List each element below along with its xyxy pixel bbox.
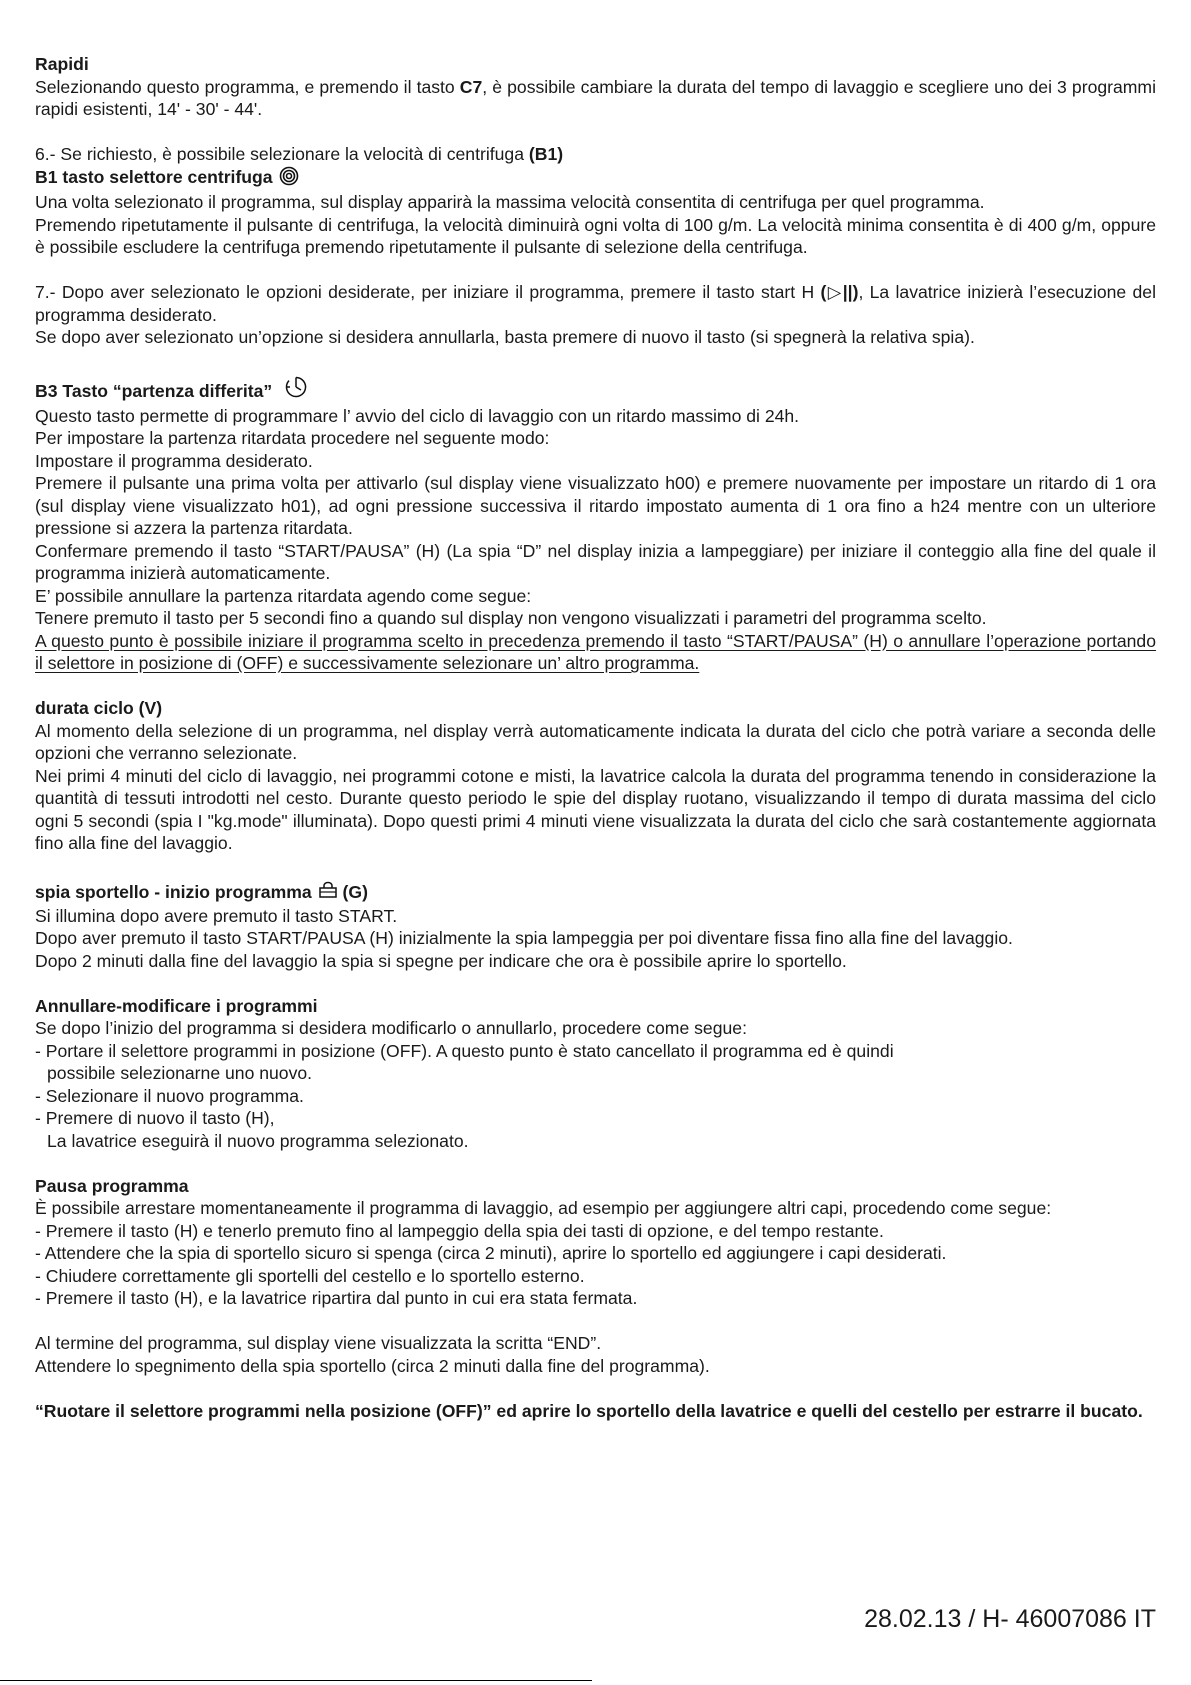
b3-line-8-underlined: A questo punto è possibile iniziare il programma scelto in precedenza premendo il tasto “START/PAUSA” (H) o annullare l’operazione portando il selettore in posizione di (OFF) e successivamente selezionare un’ altro programma. bbox=[35, 630, 1156, 673]
step7-text-a: 7.- Dopo aver selezionato le opzioni desiderate, per iniziare il programma, premere il tasto start H bbox=[35, 282, 821, 302]
b1-paragraph-1: Una volta selezionato il programma, sul display apparirà la massima velocità consentita di centrifuga per quel programma. bbox=[35, 192, 985, 212]
end-line-1: Al termine del programma, sul display viene visualizzata la scritta “END”. bbox=[35, 1333, 602, 1353]
step6-key: (B1) bbox=[528, 144, 564, 164]
spia-heading-key: (G) bbox=[342, 882, 368, 902]
pausa-heading: Pausa programma bbox=[35, 1175, 189, 1196]
annullare-line-3: - Selezionare il nuovo programma. bbox=[35, 1085, 304, 1106]
pausa-line-3: - Attendere che la spia di sportello sicuro si spenga (circa 2 minuti), aprire lo sportello ed aggiungere i capi desiderati. bbox=[35, 1243, 947, 1263]
step7-paragraph-2: Se dopo aver selezionato un’opzione si desidera annullarla, basta premere di nuovo il tasto (si spegnerà la relativa spia). bbox=[35, 327, 975, 347]
annullare-line-4: - Premere di nuovo il tasto (H), bbox=[35, 1108, 275, 1128]
rapidi-text-b: , è possibile cambiare la durata del tempo di lavaggio e scegliere uno dei 3 programmi rapidi esistenti, 14' - 30' - 44'. bbox=[35, 76, 1156, 119]
annullare-line-2: - Portare il selettore programmi in posizione (OFF). A questo punto è stato cancellato il programma ed è quindi bbox=[35, 1040, 894, 1061]
delay-start-clock-icon bbox=[284, 375, 308, 405]
rapidi-paragraph bbox=[35, 76, 1156, 121]
annullare-line-4b: La lavatrice eseguirà il nuovo programma selezionato. bbox=[47, 1130, 469, 1151]
spia-line-2: Dopo aver premuto il tasto START/PAUSA (H) inizialmente la spia lampeggia per poi diventare fissa fino alla fine del lavaggio. bbox=[35, 928, 1013, 948]
b3-line-1: Questo tasto permette di programmare l’ avvio del ciclo di lavaggio con un ritardo massimo di 24h. bbox=[35, 405, 800, 426]
step6-paragraph bbox=[35, 143, 1156, 166]
step6-text: 6.- Se richiesto, è possibile selezionare la velocità di centrifuga bbox=[35, 144, 529, 164]
pausa-line-1: È possibile arrestare momentaneamente il programma di lavaggio, ad esempio per aggiungere altri capi, procedendo come segue: bbox=[35, 1198, 1052, 1218]
b1-heading bbox=[35, 166, 1156, 192]
spin-selector-icon bbox=[279, 166, 299, 192]
durata-heading: durata ciclo (V) bbox=[35, 698, 163, 718]
rapidi-heading: Rapidi bbox=[35, 54, 89, 74]
step7-text-b: , La lavatrice inizierà l’esecuzione del programma desiderato. bbox=[35, 282, 1156, 325]
spia-line-1: Si illumina dopo avere premuto il tasto START. bbox=[35, 905, 398, 926]
final-instruction: “Ruotare il selettore programmi nella posizione (OFF)” ed aprire lo sportello della lavatrice e quelli del cestello per estrarre il bucato. bbox=[35, 1400, 1143, 1421]
spia-heading-text: spia sportello - inizio programma bbox=[35, 882, 312, 902]
spia-heading bbox=[35, 881, 1156, 905]
start-pause-key: (▷||) bbox=[820, 282, 859, 302]
b3-line-6: E’ possibile annullare la partenza ritardata agendo come segue: bbox=[35, 585, 532, 606]
document-footer-code: 28.02.13 / H- 46007086 IT bbox=[864, 1605, 1156, 1633]
annullare-heading: Annullare-modificare i programmi bbox=[35, 995, 318, 1016]
pausa-line-4: - Chiudere correttamente gli sportelli del cestello e lo sportello esterno. bbox=[35, 1265, 585, 1286]
b1-heading-text: B1 tasto selettore centrifuga bbox=[35, 166, 273, 187]
pausa-line-5: - Premere il tasto (H), e la lavatrice ripartira dal punto in cui era stata fermata. bbox=[35, 1288, 638, 1308]
door-lock-icon bbox=[318, 881, 338, 905]
document-page bbox=[35, 53, 1156, 1422]
b3-line-3: Impostare il programma desiderato. bbox=[35, 450, 313, 471]
durata-paragraph-2: Nei primi 4 minuti del ciclo di lavaggio, nei programmi cotone e misti, la lavatrice calcola la durata del programma tenendo in considerazione la quantità di tessuti introdotti nel cesto. Durante questo periodo le spie del display ruotano, visualizzando il tempo di durata massima del ciclo ogni 5 secondi (spia I "kg.mode" illuminata). Dopo questi primi 4 minuti viene visualizzata la durata del ciclo che sarà costantemente aggiornata fino alla fine del lavaggio. bbox=[35, 765, 1156, 853]
b3-heading-text: B3 Tasto “partenza differita” bbox=[35, 381, 273, 401]
bottom-divider bbox=[0, 1680, 592, 1681]
step7-paragraph bbox=[35, 281, 1156, 326]
rapidi-text-a: Selezionando questo programma, e premendo il tasto bbox=[35, 76, 460, 97]
b3-line-5: Confermare premendo il tasto “START/PAUSA” (H) (La spia “D” nel display inizia a lampeggiare) per iniziare il conteggio alla fine del quale il programma inizierà automaticamente. bbox=[35, 540, 1156, 583]
annullare-line-2b: possibile selezionarne uno nuovo. bbox=[47, 1063, 313, 1083]
spia-line-3: Dopo 2 minuti dalla fine del lavaggio la spia si spegne per indicare che ora è possibile aprire lo sportello. bbox=[35, 950, 847, 971]
pausa-line-2: - Premere il tasto (H) e tenerlo premuto fino al lampeggio della spia dei tasti di opzione, e del tempo restante. bbox=[35, 1220, 884, 1241]
b3-line-2: Per impostare la partenza ritardata procedere nel seguente modo: bbox=[35, 428, 550, 448]
end-line-2: Attendere lo spegnimento della spia sportello (circa 2 minuti dalla fine del programma). bbox=[35, 1355, 710, 1376]
b3-line-7: Tenere premuto il tasto per 5 secondi fino a quando sul display non vengono visualizzati i parametri del programma scelto. bbox=[35, 608, 987, 628]
durata-paragraph-1: Al momento della selezione di un programma, nel display verrà automaticamente indicata la durata del ciclo che potrà variare a seconda delle opzioni che verranno selezionate. bbox=[35, 720, 1156, 763]
b3-line-4: Premere il pulsante una prima volta per attivarlo (sul display viene visualizzato h00) e premere nuovamente per impostare un ritardo di 1 ora (sul display viene visualizzato h01), ad ogni pressione successiva il ritardo impostato aumenta di 1 ora fino a h24 mentre con un ulteriore pressione si azzera la partenza ritardata. bbox=[35, 473, 1156, 538]
b3-heading bbox=[35, 375, 1156, 405]
rapidi-key: C7 bbox=[459, 76, 483, 97]
annullare-line-1: Se dopo l’inizio del programma si desidera modificarlo o annullarlo, procedere come segue: bbox=[35, 1018, 747, 1038]
b1-paragraph-2: Premendo ripetutamente il pulsante di centrifuga, la velocità diminuirà ogni volta di 100 g/m. La velocità minima consentita è di 400 g/m, oppure è possibile escludere la centrifuga premendo ripetutamente il pulsante di selezione della centrifuga. bbox=[35, 214, 1156, 257]
